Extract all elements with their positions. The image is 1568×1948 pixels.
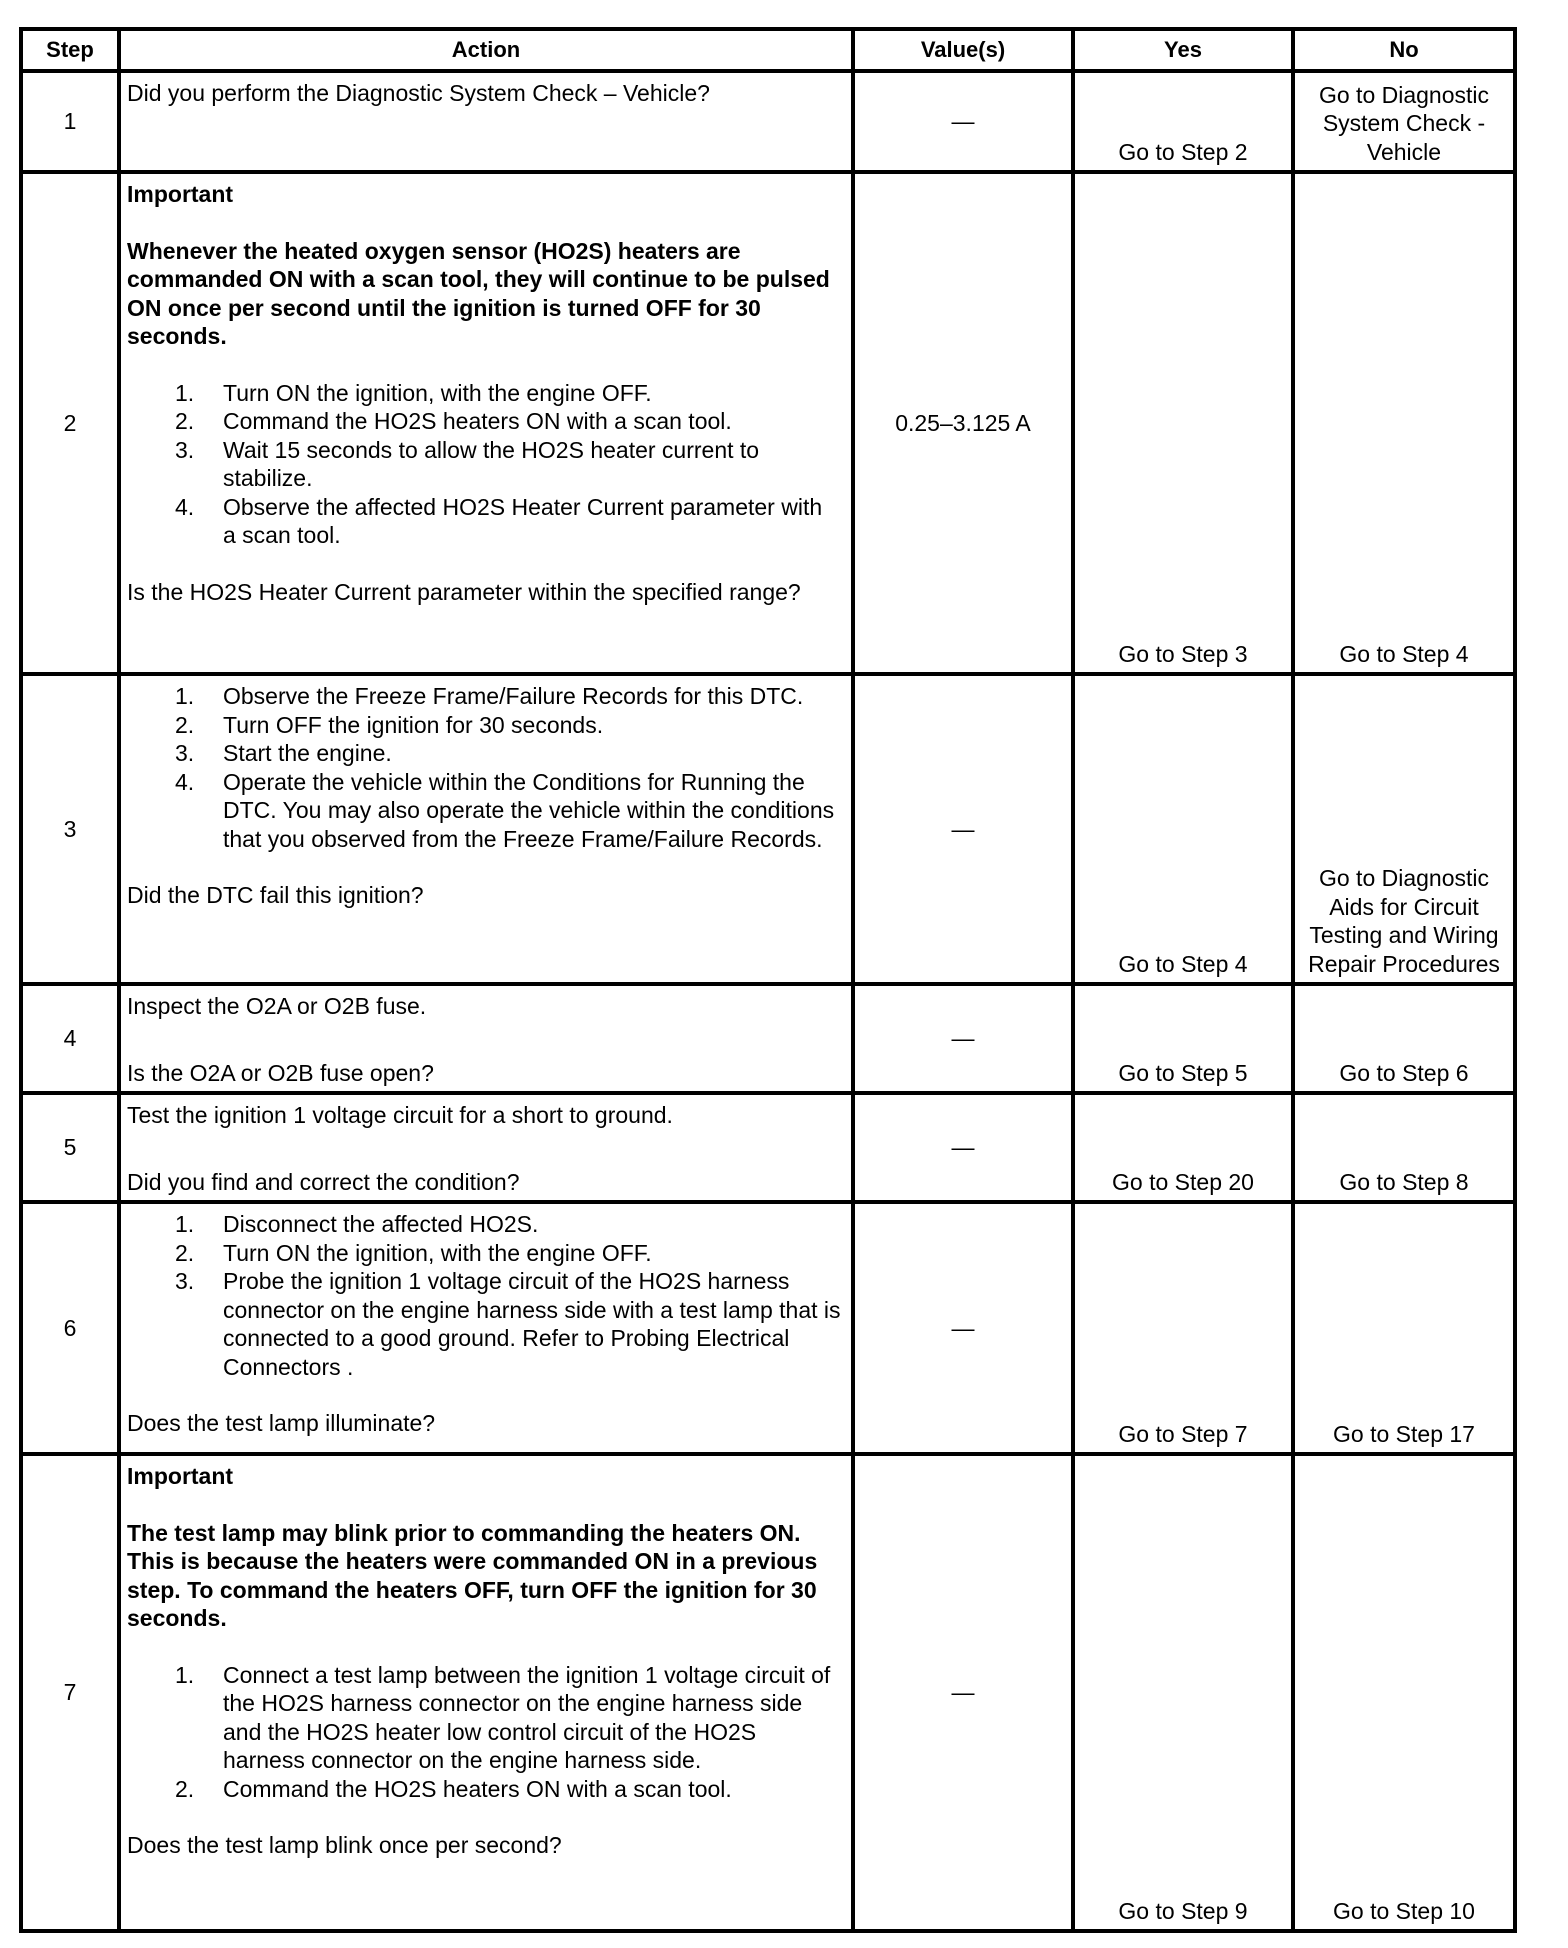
important-label: Important: [127, 1463, 234, 1489]
yes-cell: Go to Step 5: [1073, 984, 1293, 1093]
step-number: 2: [21, 172, 119, 674]
value-cell: —: [853, 1093, 1073, 1202]
action-cell: [119, 1202, 853, 1454]
no-cell: Go to Step 6: [1293, 984, 1515, 1093]
procedure-list: [127, 682, 841, 853]
value-cell: —: [853, 984, 1073, 1093]
no-cell: Go to Step 10: [1293, 1454, 1515, 1931]
procedure-item: [175, 1661, 841, 1775]
item-number: 1.: [175, 683, 195, 709]
procedure-list: [127, 1661, 841, 1804]
item-number: 1.: [175, 1211, 195, 1237]
step-number: 4: [21, 984, 119, 1093]
yes-cell: Go to Step 4: [1073, 674, 1293, 984]
yes-cell: Go to Step 20: [1073, 1093, 1293, 1202]
item-text: Observe the affected HO2S Heater Current parameter with a scan tool.: [223, 493, 823, 548]
item-number: 2.: [175, 1775, 195, 1802]
table-row: [21, 1202, 1515, 1454]
action-question: Is the O2A or O2B fuse open?: [127, 1059, 434, 1086]
header-yes: Yes: [1073, 29, 1293, 71]
item-text: Turn OFF the ignition for 30 seconds.: [223, 711, 604, 738]
step-number: 6: [21, 1202, 119, 1454]
item-text: Disconnect the affected HO2S.: [223, 1211, 539, 1237]
item-text: Turn ON the ignition, with the engine OFF.: [223, 379, 652, 406]
action-intro: Inspect the O2A or O2B fuse.: [127, 993, 427, 1019]
item-text: Probe the ignition 1 voltage circuit of the HO2S harness connector on the engine harness side with a test lamp that is connected to a good ground. Refer to Probing Electrical Connectors .: [223, 1268, 841, 1380]
yes-cell: Go to Step 9: [1073, 1454, 1293, 1931]
item-number: 2.: [175, 1239, 195, 1266]
no-cell: Go to Step 17: [1293, 1202, 1515, 1454]
no-cell: Go to Diagnostic System Check - Vehicle: [1293, 71, 1515, 172]
procedure-item: [175, 682, 841, 711]
important-text: Whenever the heated oxygen sensor (HO2S) heaters are commanded ON with a scan tool, they will continue to be pulsed ON once per second until the ignition is turned OFF for 30 seconds.: [127, 237, 830, 349]
procedure-item: [175, 1210, 841, 1239]
procedure-list: [127, 1210, 841, 1381]
important-label: Important: [127, 181, 234, 207]
value-cell: —: [853, 1454, 1073, 1931]
action-cell: [119, 1454, 853, 1931]
procedure-item: [175, 379, 841, 408]
value-cell: 0.25–3.125 A: [853, 172, 1073, 674]
procedure-item: [175, 768, 841, 854]
item-number: 3.: [175, 740, 195, 766]
action-intro: Test the ignition 1 voltage circuit for a short to ground.: [127, 1102, 673, 1128]
table-row: [21, 172, 1515, 674]
action-question: Does the test lamp blink once per second?: [127, 1832, 562, 1858]
header-no: No: [1293, 29, 1515, 71]
procedure-item: [175, 436, 841, 493]
table-row: [21, 71, 1515, 172]
step-number: 1: [21, 71, 119, 172]
item-number: 1.: [175, 379, 195, 406]
action-cell: [119, 984, 853, 1093]
no-cell: Go to Step 4: [1293, 172, 1515, 674]
yes-cell: Go to Step 3: [1073, 172, 1293, 674]
step-number: 7: [21, 1454, 119, 1931]
item-number: 3.: [175, 436, 195, 463]
action-intro: Did you perform the Diagnostic System Check – Vehicle?: [127, 80, 710, 106]
action-question: Did you find and correct the condition?: [127, 1168, 520, 1195]
step-number: 3: [21, 674, 119, 984]
diagnostic-table: [19, 27, 1517, 1933]
item-number: 4.: [175, 768, 195, 795]
item-text: Wait 15 seconds to allow the HO2S heater current to stabilize.: [223, 436, 760, 491]
item-text: Connect a test lamp between the ignition 1 voltage circuit of the HO2S harness connector on the engine harness side and the HO2S heater low control circuit of the HO2S harness connector on the engine harness side.: [223, 1661, 831, 1773]
procedure-list: [127, 379, 841, 550]
step-number: 5: [21, 1093, 119, 1202]
procedure-item: [175, 711, 841, 740]
procedure-item: [175, 407, 841, 436]
action-question: Did the DTC fail this ignition?: [127, 882, 424, 908]
header-action: Action: [119, 29, 853, 71]
procedure-item: [175, 493, 841, 550]
action-cell: [119, 71, 853, 172]
item-text: Observe the Freeze Frame/Failure Records for this DTC.: [223, 683, 804, 709]
header-values: Value(s): [853, 29, 1073, 71]
item-text: Turn ON the ignition, with the engine OFF.: [223, 1239, 652, 1266]
important-text: The test lamp may blink prior to commanding the heaters ON. This is because the heaters were commanded ON in a previous step. To command the heaters OFF, turn OFF the ignition for 30 seconds.: [127, 1519, 818, 1631]
procedure-item: [175, 1239, 841, 1268]
no-cell: Go to Diagnostic Aids for Circuit Testing and Wiring Repair Procedures: [1293, 674, 1515, 984]
item-number: 2.: [175, 408, 195, 434]
table-row: [21, 1093, 1515, 1202]
value-cell: —: [853, 674, 1073, 984]
value-cell: —: [853, 71, 1073, 172]
yes-cell: Go to Step 7: [1073, 1202, 1293, 1454]
item-number: 3.: [175, 1268, 195, 1294]
no-cell: Go to Step 8: [1293, 1093, 1515, 1202]
procedure-item: [175, 1267, 841, 1381]
item-text: Start the engine.: [223, 740, 392, 766]
value-cell: —: [853, 1202, 1073, 1454]
item-number: 2.: [175, 711, 195, 738]
item-number: 4.: [175, 493, 195, 520]
header-step: Step: [21, 29, 119, 71]
procedure-item: [175, 739, 841, 768]
action-cell: [119, 674, 853, 984]
action-question: Is the HO2S Heater Current parameter within the specified range?: [127, 578, 801, 605]
action-question: Does the test lamp illuminate?: [127, 1410, 436, 1436]
item-text: Operate the vehicle within the Conditions for Running the DTC. You may also operate the vehicle within the conditions that you observed from the Freeze Frame/Failure Records.: [223, 768, 835, 852]
item-number: 1.: [175, 1661, 195, 1688]
item-text: Command the HO2S heaters ON with a scan tool.: [223, 408, 732, 434]
table-row: [21, 674, 1515, 984]
table-row: [21, 984, 1515, 1093]
item-text: Command the HO2S heaters ON with a scan tool.: [223, 1775, 732, 1802]
table-row: [21, 1454, 1515, 1931]
action-cell: [119, 1093, 853, 1202]
procedure-item: [175, 1775, 841, 1804]
header-row: [21, 29, 1515, 71]
yes-cell: Go to Step 2: [1073, 71, 1293, 172]
action-cell: [119, 172, 853, 674]
